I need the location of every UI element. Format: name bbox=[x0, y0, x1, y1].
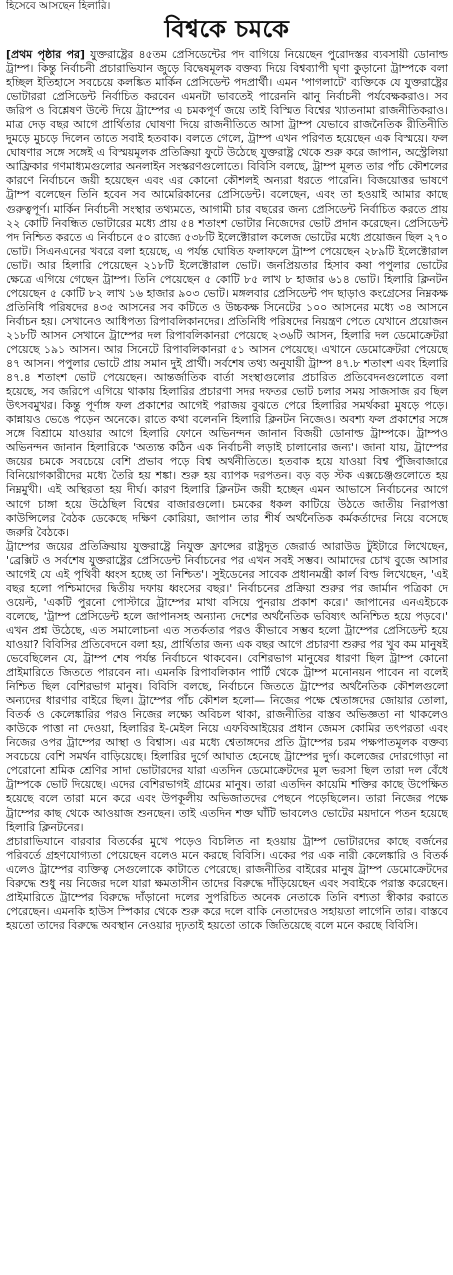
previous-article-fragment: হিসেবে আসছেন হিলারি। bbox=[6, 0, 111, 12]
article-paragraph-3: প্রচারাভিযানে বারবার বিতর্কের মুখে পড়েও বিচলিত না হওয়ায় ট্রাম্প ভোটারদের কাছে বর্জনের পরিবর্তে গ্রহণযোগ্যতা পেয়েছেন বলেও মনে করছে বিবিসি। একের পর এক নারী কেলেঙ্কারি ও বিতর্ক এলেও ট্রাম্পের ব্যক্তিত্ব সেগুলোকে কাটাতে পেরেছে। রাজনীতির বাইরের মানুষ ট্রাম্প ডেমোক্রেটদের বিরুদ্ধে শুধু নয় নিজের দলে যারা ক্ষমতাসীন তাদের বিরুদ্ধে দাঁড়িয়েছেন এবং সবাইকে পরাস্ত করেছেন। প্রাইমারিতে ট্রাম্পের বিরুদ্ধে দাঁড়ানো দলের সুপরিচিত অনেক নেতাকে তিনি বশ্যতা স্বীকার করাতে পেরেছেন। এমনকি হাউস স্পিকার থেকে শুরু করে দলে বাকি নেতাদেরও সহায়তা লাগেনি তার। বাস্তবে হয়তো তাদের বিরুদ্ধে অবস্থান নেওয়ার দৃঢ়তাই হয়তো তাকে জিতিয়েছে বলে মনে করছে বিবিসি। bbox=[6, 834, 448, 932]
paragraph-text: যুক্তরাষ্ট্রের ৪৫তম প্রেসিডেন্টের পদ বাগিয়ে নিয়েছেন পুরোদস্তর ব্যবসায়ী ডোনাল্ড ট্রাম্প। কিন্তু নির্বাচনী প্রচারাভিযান জুড়ে বিদ্বেষমূলক বক্তব্য দিয়ে বিশ্বব্যাপী ঘৃণা কুড়ানো ট্রাম্পকে বলা হচ্ছিল ইতিহাসে সবচেয়ে কলঙ্কিত মার্কিন প্রেসিডেন্ট পদপ্রার্থী। এমন 'পাগলাটে' ব্যক্তিকে যে যুক্তরাষ্ট্রের ভোটাররা প্রেসিডেন্ট নির্বাচিত করবেন এমনটা ভাবতেই পারেননি ঝানু নির্বাচনী পর্যবেক্ষকরাও। সব জরিপ ও বিশ্লেষণ উল্টে দিয়ে ট্রাম্পের এ চমকপূর্ণ জয়ে তাই বিস্মিত বিশ্বের খ্যাতনামা রাজনীতিকরাও। মাত্র দেড় বছর আগে প্রার্থিতার ঘোষণা দিয়ে রাজনীতিতে আসা ট্রাম্প যেভাবে রাজনৈতিক রীতিনীতি দুমড়ে মুচড়ে দিলেন তাতে সবাই হতবাক। বলতে গেলে, ট্রাম্প এখন পরিণত হয়েছেন এক বিস্ময়ে। ফল ঘোষণার সঙ্গে সঙ্গেই এ বিস্ময়মূলক প্রতিক্রিয়া ফুটে উঠেছে যুক্তরাষ্ট্র থেকে শুরু করে জাপান, অস্ট্রেলিয়া আফ্রিকার গণমাধ্যমগুলোর অনলাইন সংস্করণগুলোতে। বিবিসি বলছে, ট্রাম্প মূলত তার পাঁচ কৌশলের কারণে নির্বাচনে জয়ী হয়েছেন এবং এর কোনো কৌশলই অন্যরা ধরতে পারেনি। বিজয়োত্তর ভাষণে ট্রাম্প বলেছেন তিনি হবেন সব আমেরিকানের প্রেসিডেন্ট। বলেছেন, এবং তা হওয়াই আমার কাছে গুরুত্বপূর্ণ। মার্কিন নির্বাচনী সংস্থার তথ্যমতে, আগামী চার বছরের জন্য প্রেসিডেন্ট নির্বাচিত করতে প্রায় ২২ কোটি নিবন্ধিত ভোটারের মধ্যে প্রায় ৫৪ শতাংশ ভোটার নিজেদের ভোট প্রদান করেছেন। প্রেসিডেন্ট পদ নিশ্চিত করতে এ নির্বাচনে ৫০ রাজ্যে ৫৩৮টি ইলেক্টোরাল কলেজ ভোটের মধ্যে প্রয়োজন ছিল ২৭০ ভোট। সিএনএনের খবরে বলা হয়েছে, এ পর্যন্ত ঘোষিত ফলাফলে ট্রাম্প পেয়েছেন ২৮৯টি ইলেক্টোরাল ভোট। আর হিলারি পেয়েছেন ২১৮টি ইলেক্টোরাল ভোট। জনপ্রিয়তার হিসাব কষা পপুলার ভোটের ক্ষেত্রে এগিয়ে গেছেন ট্রাম্প। তিনি পেয়েছেন ৫ কোটি ৮৫ লাখ ৮ হাজার ৬১৪ ভোট। হিলারি ক্লিনটন পেয়েছেন ৫ কোটি ৮২ লাখ ১৬ হাজার ৯০৩ ভোট। মঙ্গলবার প্রেসিডেন্ট পদ ছাড়াও কংগ্রেসের নিম্নকক্ষ প্রতিনিধি পরিষদের ৪৩৫ আসনের সব কটিতে ও উচ্চকক্ষ সিনেটের ১০০ আসনের মধ্যে ৩৪ আসনে নির্বাচন হয়। সেখানেও আধিপত্য রিপাবলিকানদের। প্রতিনিধি পরিষদের নিয়ন্ত্রণ পেতে যেখানে প্রয়োজন ২১৮টি আসন সেখানে ট্রাম্পের দল রিপাবলিকানরা পেয়েছে ২৩৬টি আসন, হিলারি দল ডেমোক্রেটরা পেয়েছে ১৯১ আসন। আর সিনেটে রিপাবলিকানরা ৫১ আসন পেয়েছে। এখানে ডেমোক্রেটরা পেয়েছে ৪৭ আসন। পপুলার ভোটে প্রায় সমান দুই প্রার্থী। সর্বশেষ তথ্য অনুযায়ী ট্রাম্প ৪৭.৮ শতাংশ এবং হিলারি ৪৭.৪ শতাংশ ভোট পেয়েছেন। আন্তর্জাতিক বার্তা সংস্থাগুলোর প্রচারিত প্রতিবেদনগুলোতে বলা হয়েছে, সব জরিপে এগিয়ে থাকায় হিলারির প্রচারণা সদর দফতর ভোট চলার সময় সাজসাজ রব ছিল উৎসবমুখর। কিন্তু পূর্ণাঙ্গ ফল প্রকাশের আগেই পরাজয় বুঝতে পেরে হিলারির সমর্থকরা মুষড়ে পড়ে। কান্নায়ও ভেঙে পড়েন অনেকে। রাতে কথা বলেননি হিলারি ক্লিনটন নিজেও। অবশ্য ফল প্রকাশের সঙ্গে সঙ্গে বিশ্রামে যাওয়ার আগে হিলারি ফোনে অভিনন্দন জানান বিজয়ী ডোনাল্ড ট্রাম্পকে। ট্রাম্পও অভিনন্দন জানান হিলারিকে 'অত্যন্ত কঠিন এক নির্বাচনী লড়াই চালানোর জন্য'। জানা যায়, ট্রাম্পের জয়ের চমকে সবচেয়ে বেশি প্রভাব পড়ে বিশ্ব অর্থনীতিতে। হতবাক হয়ে যাওয়া বিশ্ব পুঁজিবাজারে বিনিয়োগকারীদের মধ্যে তৈরি হয় শঙ্কা। শুরু হয় ব্যাপক দরপতন। বড় বড় স্টক এক্সচেঞ্জগুলোতে হয় নিম্নমুখী। এই অস্থিরতা হয় দীর্ঘ। কারণ হিলারি ক্লিনটন জয়ী হচ্ছেন এমন আভাসে নির্বাচনের আগে আগে চাঙ্গা হয়ে উঠেছিল বিশ্বের বাজারগুলো। চমকের ধকল কাটিয়ে উঠতে জাতীয় নিরাপত্তা কাউন্সিলের বৈঠক ডেকেছে দক্ষিণ কোরিয়া, জাপান তার শীর্ষ অর্থনৈতিক কর্মকর্তাদের নিয়ে বসেছে জরুরি বৈঠকে। bbox=[6, 48, 448, 539]
article-body bbox=[6, 48, 448, 933]
article-headline: বিশ্বকে চমকে bbox=[164, 15, 290, 43]
article-paragraph-1 bbox=[6, 48, 448, 540]
continued-from-front-page-label: [প্রথম পৃষ্ঠার পর] bbox=[6, 48, 86, 61]
article-paragraph-2: ট্রাম্পের জয়ের প্রতিক্রিয়ায় যুক্তরাষ্ট্রে নিযুক্ত ফ্রান্সের রাষ্ট্রদূত জেরার্ড আরাউড টুইটারে লিখেছেন, 'ব্রেক্সিট ও সর্বশেষ যুক্তরাষ্ট্রের প্রেসিডেন্ট নির্বাচনের পর এখন সবই সম্ভব। আমাদের চোখ বুজে আসার আগেই যে এই পৃথিবী ধ্বংস হচ্ছে তা নিশ্চিত'। সুইডেনের সাবেক প্রধানমন্ত্রী কার্ল বিল্ড লিখেছেন, 'এই বছর হলো পশ্চিমাদের দ্বিতীয় দফায় ধ্বংসের বছর।' নির্বাচনের প্রক্রিয়া শুরুর পর জার্মান পত্রিকা দে ওয়েল্ট, 'একটি পুরনো পোস্টারে ট্রাম্পের মাথা বসিয়ে পুনরায় প্রকাশ করে।' জাপানের এনএইচকে বলেছে, 'ট্রাম্প প্রেসিডেন্ট হলে জাপানসহ অন্যান্য দেশের অর্থনৈতিক ভবিষ্যৎ অনিশ্চিত হয়ে পড়বে।' এখন প্রশ্ন উঠেছে, এত সমালোচনা এত সতর্কতার পরও কীভাবে সম্ভব হলো ট্রাম্পের প্রেসিডেন্ট হয়ে যাওয়া? বিবিসির প্রতিবেদনে বলা হয়, প্রার্থিতার জন্য এক বছর আগে প্রচারণা শুরুর পর খুব কম মানুষই ভেবেছিলেন যে, ট্রাম্প শেষ পর্যন্ত নির্বাচনে থাকবেন। বেশিরভাগ মানুষের ধারণা ছিল ট্রাম্প কোনো প্রাইমারিতে জিততে পারবেন না। এমনকি রিপাবলিকান পার্টি থেকে ট্রাম্প মনোনয়ন পাবেন না বলেই নিশ্চিত ছিল বেশিরভাগ মানুষ। বিবিসি বলছে, নির্বাচনে জিততে ট্রাম্পের অর্থনৈতিক কৌশলগুলো অন্যদের ধারণার বাইরে ছিল। ট্রাম্পের পাঁচ কৌশল হলো— নিজের পক্ষে শ্বেতাঙ্গদের জোয়ার তোলা, বিতর্ক ও কেলেঙ্কারির পরও নিজের লক্ষ্যে অবিচল থাকা, রাজনীতির বাস্তব অভিজ্ঞতা না থাকলেও কাউকে পাত্তা না দেওয়া, হিলারির ই-মেইল নিয়ে এফবিআইয়ের প্রধান জেমস কোমির তৎপরতা এবং নিজের ওপর ট্রাম্পের আস্থা ও বিশ্বাস। এর মধ্যে শ্বেতাঙ্গদের প্রতি ট্রাম্পের চরম পক্ষপাতমূলক বক্তব্য সবচেয়ে বেশি সমর্থন বাড়িয়েছে। হিলারির দুর্গে আঘাত হেনেছে ট্রাম্পের দুর্গ। কলেজের দোরগোড়া না পেরোনো শ্রমিক শ্রেণির সাদা ভোটারদের যারা এতদিন ডেমোক্রেটদের মূল ভরসা ছিল তারা দল বেঁধে ট্রাম্পকে ভোট দিয়েছে। এদের বেশিরভাগই গ্রামের মানুষ। তারা এতদিন কায়েমি শক্তির কাছে উপেক্ষিত হয়েছে বলে তারা মনে করে এবং উপকূলীয় অভিজাতদের পেছনে পড়েছিলেন। তারা নিজের পক্ষে ট্রাম্পের কাছ থেকে আওয়াজ শুনছেন। তাই এতদিন শক্ত ঘাঁটি ভাবলেও ভোটের ময়দানে পতন হয়েছে হিলারি ক্লিনটনের। bbox=[6, 539, 448, 834]
